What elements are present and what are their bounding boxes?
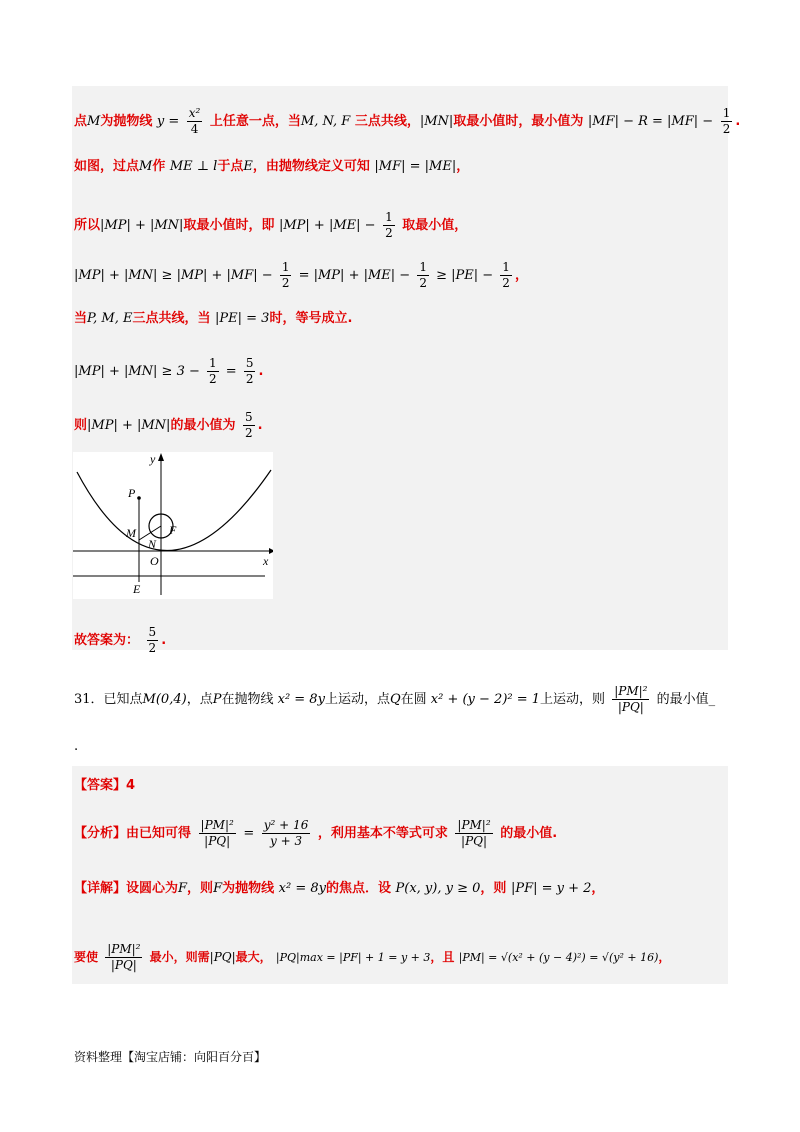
- solution-line-2: 如图，过点M作 ME ⊥ l于点E，由抛物线定义可知 |MF| = |ME|，: [74, 159, 470, 174]
- fraction-five-halves: $\frac{5}{2}$: [245, 356, 254, 386]
- footer-source: 资料整理【淘宝店铺：向阳百分百】: [74, 1050, 267, 1064]
- question-dot: .: [74, 739, 79, 754]
- fraction-half: $\frac{1}{2}$: [419, 260, 427, 290]
- detail-line: 【详解】设圆心为F，则F为抛物线 x² = 8y的焦点．设 P(x, y), y ≥ 0，则 |PF| = y + 2，: [74, 881, 605, 896]
- fraction-half: $\frac{1}{2}$: [722, 106, 731, 136]
- fraction-five-halves: $\frac{5}{2}$: [244, 410, 253, 440]
- solution-line-7: 则|MP| + |MN|的最小值为 $\frac{5}{2}$ .: [74, 410, 263, 440]
- solution-line-5: 当P, M, E三点共线，当 |PE| = 3时，等号成立.: [74, 311, 353, 326]
- fraction-half: $\frac{1}{2}$: [385, 210, 393, 240]
- solution-line-6: |MP| + |MN| ≥ 3 − $\frac{1}{2}$ = $\frac{5}{2}$ .: [74, 356, 264, 386]
- point-p: [137, 496, 141, 500]
- label-f: F: [169, 523, 177, 537]
- label-o: O: [150, 554, 159, 568]
- solution-line-1: 点M为抛物线 y = $\frac{\text{x²}}{4}$ 上任意一点，当M, N, F 三点共线，|MN|取最小值时，最小值为 |MF| − R = |MF| − $\frac{1}{2}$ .: [74, 106, 741, 136]
- fraction-half: $\frac{1}{2}$: [502, 260, 510, 290]
- fraction-half: $\frac{1}{2}$: [281, 260, 290, 290]
- solution-line-4: |MP| + |MN| ≥ |MP| + |MF| − $\frac{1}{2}$ = |MP| + |ME| − $\frac{1}{2}$ ≥ |PE| − $\frac{1}{2}$ ，: [74, 260, 528, 290]
- fraction-half: $\frac{1}{2}$: [209, 356, 217, 386]
- answer-label: 【答案】4: [74, 778, 136, 793]
- label-y-axis: y: [150, 452, 156, 466]
- label-m: M: [126, 526, 136, 540]
- fraction-five-halves: $\frac{5}{2}$: [148, 625, 157, 655]
- answer-line: 故答案为： $\frac{5}{2}$ .: [74, 625, 167, 655]
- label-e: E: [133, 582, 141, 596]
- fraction-pm2-over-pq: $\frac{\text{|PM|²}}{|PQ|}$: [614, 684, 648, 714]
- fraction-x2-over-4: $\frac{\text{x²}}{4}$: [188, 106, 201, 136]
- point-m: M: [87, 114, 101, 129]
- label-n: N: [148, 537, 157, 551]
- label-p: P: [128, 486, 136, 500]
- detail-line-2: 要使 $\frac{\text{|PM|²}}{|PQ|}$ 最小，则需|PQ|最大， |PQ|max = |PF| + 1 = y + 3，且 |PM| = √(x² + (y − 4)²) = √(y² + 16)，: [74, 942, 671, 972]
- analysis-line: 【分析】由已知可得 $\frac{\text{|PM|²}}{|PQ|}$ = $\frac{\text{y² + 16}}{y + 3}$ ，利用基本不等式可求 $\frac{\text{|PM|²}}{|PQ|}$ 的最小值.: [74, 818, 558, 848]
- question-31: 31．已知点M(0,4)，点P在抛物线 x² = 8y上运动，点Q在圆 x² + (y − 2)² = 1上运动，则 $\frac{\text{|PM|²}}{|PQ|}$ 的最小值_: [74, 684, 716, 714]
- label-x-axis: x: [263, 554, 269, 568]
- solution-line-3: 所以|MP| + |MN|取最小值时，即 |MP| + |ME| − $\frac{1}{2}$ 取最小值，: [74, 210, 468, 240]
- parabola-figure: [73, 452, 273, 599]
